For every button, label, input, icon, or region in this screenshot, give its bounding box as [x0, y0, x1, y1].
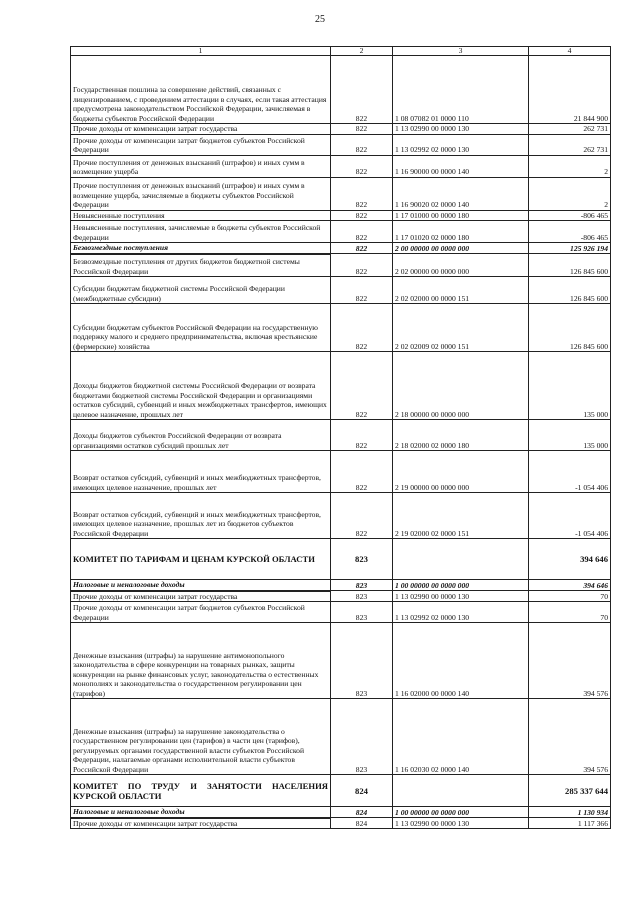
- row-admin-code: 822: [331, 221, 393, 243]
- table-row: [71, 602, 611, 623]
- row-admin-code: 823: [331, 623, 393, 699]
- row-budget-code: 1 08 07082 01 0000 110: [393, 56, 529, 124]
- row-amount: 70: [529, 591, 611, 602]
- row-admin-code: 822: [331, 124, 393, 135]
- row-amount: 394 646: [529, 539, 611, 580]
- column-header-4: 4: [529, 47, 611, 56]
- row-description: Субсидии бюджетам бюджетной системы Российской Федерации (межбюджетные субсидии): [71, 277, 331, 304]
- table-row: [71, 818, 611, 829]
- subtotal-row: [71, 807, 611, 818]
- row-description: Налоговые и неналоговые доходы: [71, 807, 331, 818]
- row-admin-code: 824: [331, 807, 393, 818]
- row-admin-code: 822: [331, 254, 393, 277]
- column-header-2: 2: [331, 47, 393, 56]
- row-budget-code: 2 02 02000 00 0000 151: [393, 277, 529, 304]
- row-amount: 394 576: [529, 623, 611, 699]
- table-row: [71, 352, 611, 420]
- row-description: Возврат остатков субсидий, субвенций и иных межбюджетных трансфертов, имеющих целевое назначение, прошлых лет из бюджетов субъектов Российской Федерации: [71, 493, 331, 539]
- row-budget-code: 1 16 90000 00 0000 140: [393, 155, 529, 177]
- row-description: Безвозмездные поступления от других бюджетов бюджетной системы Российской Федерации: [71, 254, 331, 277]
- row-budget-code: 1 16 02030 02 0000 140: [393, 699, 529, 775]
- row-admin-code: 823: [331, 699, 393, 775]
- row-amount: 2: [529, 155, 611, 177]
- row-budget-code: 1 13 02992 02 0000 130: [393, 602, 529, 623]
- row-amount: 126 845 600: [529, 304, 611, 352]
- row-description: КОМИТЕТ ПО ТРУДУ И ЗАНЯТОСТИ НАСЕЛЕНИЯ КУРСКОЙ ОБЛАСТИ: [71, 775, 331, 807]
- table-row: [71, 221, 611, 243]
- table-row: [71, 124, 611, 135]
- row-description: Прочие доходы от компенсации затрат государства: [71, 591, 331, 602]
- row-budget-code: 1 17 01020 02 0000 180: [393, 221, 529, 243]
- row-description: Субсидии бюджетам субъектов Российской Федерации на государственную поддержку малого и среднего предпринимательства, включая крестьянские (фермерские) хозяйства: [71, 304, 331, 352]
- table-row: [71, 177, 611, 210]
- row-budget-code: 1 13 02990 00 0000 130: [393, 818, 529, 829]
- row-amount: -806 465: [529, 221, 611, 243]
- committee-row: [71, 775, 611, 807]
- row-budget-code: 1 13 02990 00 0000 130: [393, 591, 529, 602]
- row-budget-code: 2 02 00000 00 0000 000: [393, 254, 529, 277]
- table-row: [71, 134, 611, 155]
- row-amount: 1 117 366: [529, 818, 611, 829]
- row-amount: -1 054 406: [529, 493, 611, 539]
- row-budget-code: 1 13 02990 00 0000 130: [393, 124, 529, 135]
- row-admin-code: 822: [331, 277, 393, 304]
- row-description: Государственная пошлина за совершение действий, связанных с лицензированием, с проведением аттестации в случаях, если такая аттестация предусмотрена законодательством Российской Федерации, зачисляемая в бюджеты субъектов Российской Федерации: [71, 56, 331, 124]
- row-description: Безвозмездные поступления: [71, 243, 331, 254]
- table-row: [71, 420, 611, 451]
- row-budget-code: 1 00 00000 00 0000 000: [393, 807, 529, 818]
- row-amount: 126 845 600: [529, 254, 611, 277]
- subtotal-row: [71, 243, 611, 254]
- row-admin-code: 822: [331, 134, 393, 155]
- committee-row: [71, 539, 611, 580]
- row-amount: 135 000: [529, 420, 611, 451]
- table-row: [71, 623, 611, 699]
- row-budget-code: 1 16 02000 00 0000 140: [393, 623, 529, 699]
- table-row: [71, 155, 611, 177]
- row-admin-code: 824: [331, 775, 393, 807]
- row-budget-code: 2 00 00000 00 0000 000: [393, 243, 529, 254]
- row-description: Доходы бюджетов субъектов Российской Федерации от возврата организациями остатков субсидий прошлых лет: [71, 420, 331, 451]
- row-budget-code: 2 02 02009 02 0000 151: [393, 304, 529, 352]
- row-amount: 262 731: [529, 134, 611, 155]
- row-admin-code: 822: [331, 243, 393, 254]
- row-admin-code: 823: [331, 591, 393, 602]
- table-row: [71, 699, 611, 775]
- row-admin-code: 823: [331, 580, 393, 591]
- row-admin-code: 822: [331, 352, 393, 420]
- row-budget-code: 2 19 00000 00 0000 000: [393, 451, 529, 493]
- row-admin-code: 823: [331, 602, 393, 623]
- row-admin-code: 822: [331, 155, 393, 177]
- row-admin-code: 822: [331, 304, 393, 352]
- row-budget-code: 2 18 02000 02 0000 180: [393, 420, 529, 451]
- subtotal-row: [71, 580, 611, 591]
- row-description: Возврат остатков субсидий, субвенций и иных межбюджетных трансфертов, имеющих целевое назначение, прошлых лет: [71, 451, 331, 493]
- row-description: Прочие доходы от компенсации затрат бюджетов субъектов Российской Федерации: [71, 134, 331, 155]
- row-budget-code: [393, 775, 529, 807]
- page-number: 25: [315, 14, 325, 25]
- row-amount: 135 000: [529, 352, 611, 420]
- row-budget-code: 2 19 02000 02 0000 151: [393, 493, 529, 539]
- row-description: Доходы бюджетов бюджетной системы Российской Федерации от возврата бюджетами бюджетной системы Российской Федерации и организациями остатков субсидий, субвенций и иных межбюджетных трансфертов, имеющих целевое назначение, прошлых лет: [71, 352, 331, 420]
- row-budget-code: [393, 539, 529, 580]
- row-description: Налоговые и неналоговые доходы: [71, 580, 331, 591]
- row-description: Прочие поступления от денежных взысканий (штрафов) и иных сумм в возмещение ущерба, зачисляемые в бюджеты субъектов Российской Федерации: [71, 177, 331, 210]
- row-admin-code: 822: [331, 56, 393, 124]
- row-description: Прочие доходы от компенсации затрат государства: [71, 124, 331, 135]
- table-row: [71, 56, 611, 124]
- row-amount: -1 054 406: [529, 451, 611, 493]
- row-amount: 262 731: [529, 124, 611, 135]
- row-amount: 285 337 644: [529, 775, 611, 807]
- row-amount: 394 646: [529, 580, 611, 591]
- row-description: Денежные взыскания (штрафы) за нарушение законодательства о государственном регулировании цен (тарифов) в части цен (тарифов), регулируемых органами государственной власти субъектов Российской Федерации, налагаемые органами исполнительной власти субъектов Российской Федерации: [71, 699, 331, 775]
- row-description: Невыясненные поступления: [71, 210, 331, 221]
- table-body: [71, 47, 611, 829]
- row-amount: 126 845 600: [529, 277, 611, 304]
- table-row: [71, 210, 611, 221]
- row-admin-code: 822: [331, 420, 393, 451]
- row-description: КОМИТЕТ ПО ТАРИФАМ И ЦЕНАМ КУРСКОЙ ОБЛАСТИ: [71, 539, 331, 580]
- budget-revenue-table: [70, 46, 611, 829]
- row-admin-code: 823: [331, 539, 393, 580]
- row-amount: 2: [529, 177, 611, 210]
- table-row: [71, 591, 611, 602]
- table-row: [71, 304, 611, 352]
- row-budget-code: 1 17 01000 00 0000 180: [393, 210, 529, 221]
- column-header-1: 1: [71, 47, 331, 56]
- table-row: [71, 277, 611, 304]
- row-description: Невыясненные поступления, зачисляемые в бюджеты субъектов Российской Федерации: [71, 221, 331, 243]
- row-budget-code: 1 13 02992 02 0000 130: [393, 134, 529, 155]
- row-amount: -806 465: [529, 210, 611, 221]
- row-admin-code: 822: [331, 177, 393, 210]
- table-row: [71, 493, 611, 539]
- row-admin-code: 822: [331, 210, 393, 221]
- row-description: Денежные взыскания (штрафы) за нарушение антимонопольного законодательства в сфере конкуренции на товарных рынках, защиты конкуренции на рынке финансовых услуг, законодательства о естественных монополиях и законодательства о государственном регулировании цен (тарифов): [71, 623, 331, 699]
- row-admin-code: 824: [331, 818, 393, 829]
- table-row: [71, 254, 611, 277]
- row-description: Прочие доходы от компенсации затрат государства: [71, 818, 331, 829]
- row-amount: 394 576: [529, 699, 611, 775]
- table-row: [71, 451, 611, 493]
- row-description: Прочие доходы от компенсации затрат бюджетов субъектов Российской Федерации: [71, 602, 331, 623]
- row-budget-code: 2 18 00000 00 0000 000: [393, 352, 529, 420]
- row-admin-code: 822: [331, 493, 393, 539]
- row-amount: 125 926 194: [529, 243, 611, 254]
- row-amount: 70: [529, 602, 611, 623]
- row-amount: 1 130 934: [529, 807, 611, 818]
- row-budget-code: 1 16 90020 02 0000 140: [393, 177, 529, 210]
- column-header-3: 3: [393, 47, 529, 56]
- table-header-row: [71, 47, 611, 56]
- row-budget-code: 1 00 00000 00 0000 000: [393, 580, 529, 591]
- row-amount: 21 844 900: [529, 56, 611, 124]
- row-admin-code: 822: [331, 451, 393, 493]
- row-description: Прочие поступления от денежных взысканий (штрафов) и иных сумм в возмещение ущерба: [71, 155, 331, 177]
